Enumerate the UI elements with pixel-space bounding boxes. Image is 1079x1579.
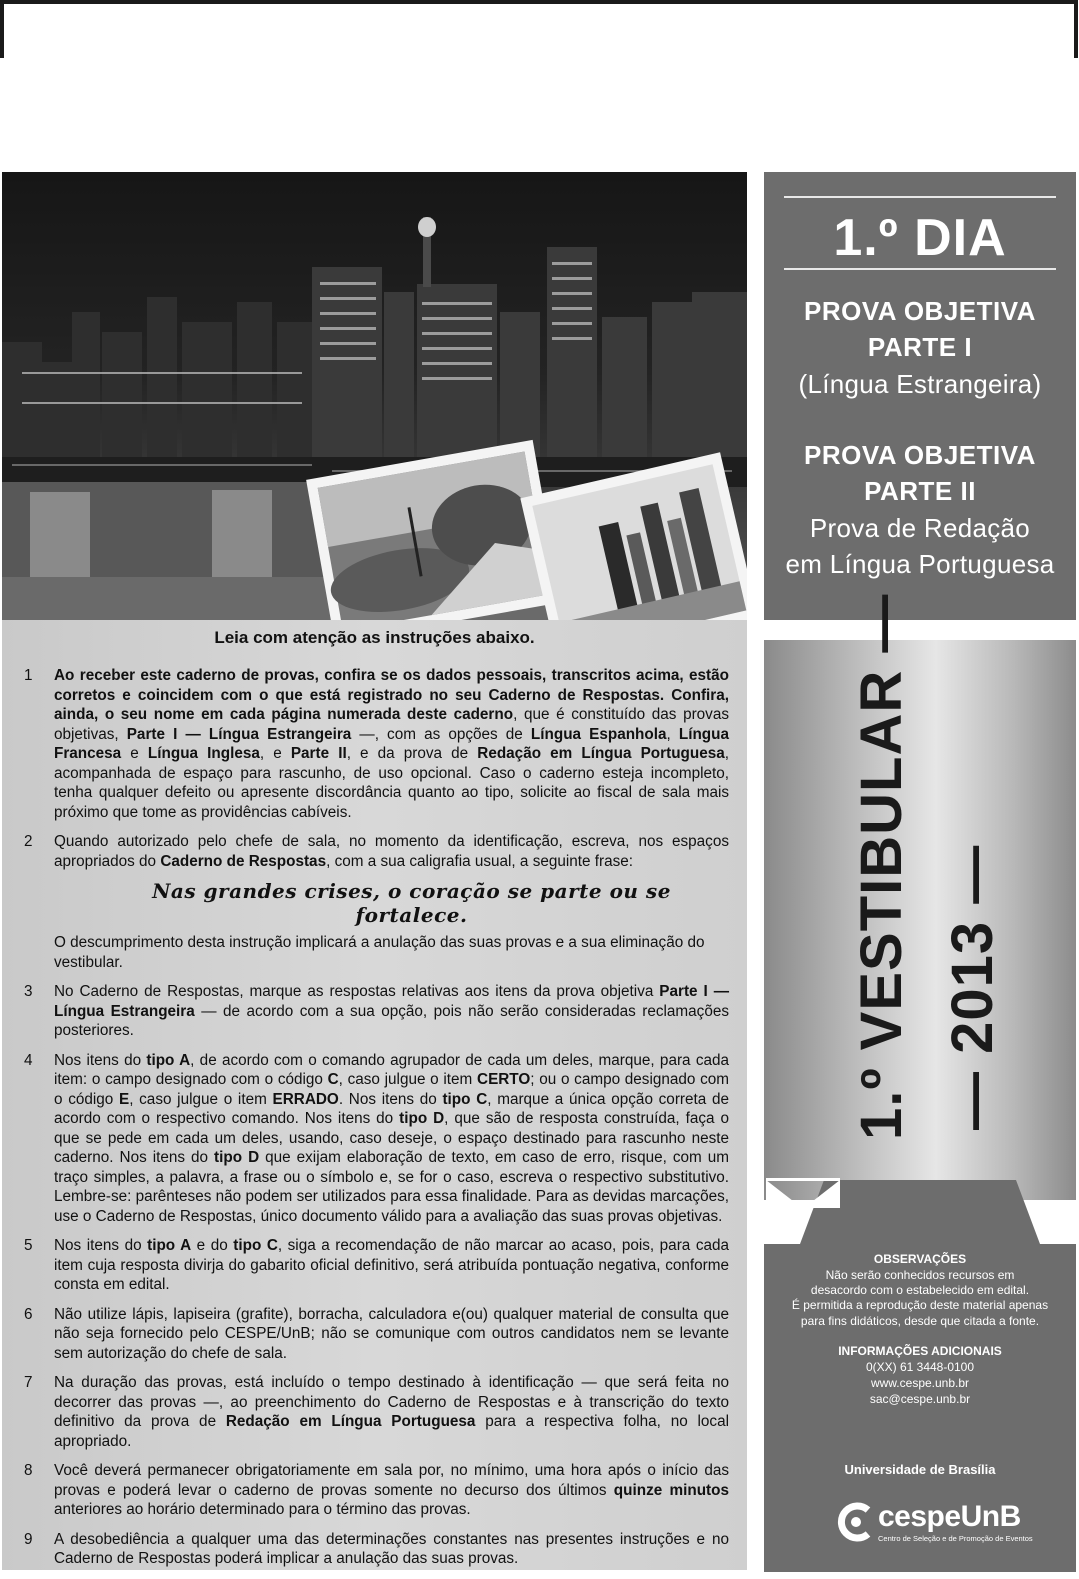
item-text: No Caderno de Respostas, marque as respostas relativas aos itens da prova objetiva Parte I — Língua Estrangeira — de acordo com a sua opção, pois não serão consideradas reclamações posteriores. xyxy=(54,983,729,1039)
instruction-item xyxy=(24,832,729,871)
unb-logo-icon xyxy=(764,1178,842,1212)
item-text: Você deverá permanecer obrigatoriamente em sala por, no mínimo, uma hora após o início das provas e poderá levar o caderno de provas somente no decurso dos últimos quinze minutos anteriores ao horário determinado para o término das provas. xyxy=(54,1462,729,1518)
item-text: Quando autorizado pelo chefe de sala, no momento da identificação, escreva, nos espaços apropriados do Caderno de Respostas, com a sua caligrafia usual, a seguinte frase: xyxy=(54,833,729,870)
item-text: Ao receber este caderno de provas, confira se os dados pessoais, transcritos acima, estão corretos e coincidem com o que está registrado no seu Caderno de Respostas. Confira, ainda, o seu nome em cada página numerada deste caderno, que é constituído das provas objetivas, Parte I — Língua Estrangeira —, com as opções de Língua Espanhola, Língua Francesa e Língua Inglesa, e Parte II, e da prova de Redação em Língua Portuguesa, acompanhada de espaço para rascunho, de uso opcional. Caso o caderno esteja incompleto, tenha qualquer defeito ou apresente discordância quanto ao tipo, solicite ao fiscal de sala mais próximo que tome as providências cabíveis. xyxy=(54,667,729,821)
vestibular-banner xyxy=(764,593,1076,1200)
observations-title: OBSERVAÇÕES xyxy=(873,1252,967,1266)
item-number: 4 xyxy=(24,1051,33,1069)
instruction-item xyxy=(24,1236,729,1295)
instructions-title: Leia com atenção as instruções abaixo. xyxy=(214,628,535,647)
instruction-item xyxy=(24,1461,729,1520)
item-text: A desobediência a qualquer uma das determinações constantes nas presentes instruções e no Caderno de Respostas poderá implicar a anulação das suas provas. xyxy=(54,1530,729,1567)
observation-line: desacordo com o estabelecido em edital. xyxy=(810,1283,1030,1297)
info-phone: 0(XX) 61 3448-0100 xyxy=(865,1360,975,1374)
info-title: INFORMAÇÕES ADICIONAIS xyxy=(838,1344,1002,1358)
item-text: O descumprimento desta instrução implicará a anulação das suas provas e a sua eliminação do vestibular. xyxy=(54,934,705,971)
item-number: 2 xyxy=(24,833,33,850)
instruction-item xyxy=(24,1530,729,1569)
instruction-item xyxy=(24,982,729,1041)
right-border xyxy=(1074,0,1078,58)
top-border xyxy=(0,0,1078,4)
exam-info-panel xyxy=(764,172,1076,620)
item-number: 1 xyxy=(24,667,33,684)
observation-line: Não serão conhecidos recursos em xyxy=(825,1268,1015,1282)
divider xyxy=(784,268,1056,270)
part1-title: PROVA OBJETIVA xyxy=(804,296,1036,326)
item-text: Na duração das provas, está incluído o tempo destinado à identificação — que será feita no decorrer das provas —, ao preenchimento do Caderno de Respostas e à transcrição do texto definitivo da prova de Redação em Língua Portuguesa para a respectiva folha, no local apropriado. xyxy=(54,1374,729,1450)
observation-line: para fins didáticos, desde que citada a fonte. xyxy=(800,1314,1040,1328)
item-number: 5 xyxy=(24,1237,33,1254)
instruction-item xyxy=(24,1305,729,1364)
cespe-logo xyxy=(834,1498,1074,1548)
item-number: 9 xyxy=(24,1530,33,1548)
cespe-wordmark: cespeUnB xyxy=(878,1500,1021,1533)
handwriting-phrase: Nas grandes crises, o coração se parte ou se fortalece. xyxy=(152,879,671,927)
observation-line: É permitida a reprodução deste material apenas xyxy=(791,1298,1049,1312)
info-site: www.cespe.unb.br xyxy=(870,1376,970,1390)
instructions-panel xyxy=(2,620,747,1570)
item-text: Nos itens do tipo A, de acordo com o comando agrupador de cada um deles, marque, para cada item: o campo designado com o código C, caso julgue o item CERTO; ou o campo designado com o código E, caso julgue o item ERRADO. Nos itens do tipo C, marque a única opção correta de acordo com o respectivo comando. Nos itens do tipo D, que são de resposta construída, faça o que se pede em cada um deles, usando, caso deseje, o espaço destinado para rascunho neste caderno. Nos itens do tipo D que exijam elaboração de texto, em caso de erro, risque, com um traço simples, a palavra, a frase ou o símbolo e, se for o caso, escreva o respectivo substitutivo. Lembre-se: parênteses não podem ser utilizados para essa finalidade. Para as devidas marcações, use o Caderno de Respostas, único documento válido para a avaliação das suas provas objetivas. xyxy=(54,1051,730,1225)
cespe-logo-icon xyxy=(834,1502,874,1542)
instruction-item xyxy=(24,1051,729,1227)
exam-day: 1.º DIA xyxy=(833,209,1007,267)
item-number: 6 xyxy=(24,1305,33,1323)
instruction-item xyxy=(24,1373,729,1451)
vestibular-year: — 2013 — xyxy=(940,844,1005,1130)
observations-panel xyxy=(764,1178,1076,1572)
part1-subtitle: PARTE I xyxy=(867,332,973,362)
left-border xyxy=(0,0,4,58)
instruction-item xyxy=(24,666,729,822)
item-number: 7 xyxy=(24,1374,33,1391)
part2-subtitle: PARTE II xyxy=(864,476,976,506)
item-number: 3 xyxy=(24,983,33,1000)
item-number: 8 xyxy=(24,1462,33,1479)
university-name: Universidade de Brasília xyxy=(844,1462,996,1477)
city-skyline-image xyxy=(2,172,747,620)
instructions-list xyxy=(24,666,729,1579)
vestibular-title: 1.º VESTIBULAR — xyxy=(849,593,914,1140)
part1-description: (Língua Estrangeira) xyxy=(798,369,1042,399)
part2-description: em Língua Portuguesa xyxy=(785,549,1055,579)
item-text: Não utilize lápis, lapiseira (grafite), borracha, calculadora e(ou) qualquer material de consulta que não seja fornecido pelo CESPE/UnB; não se comunique com outros candidatos nem se levante sem autorização do chefe de sala. xyxy=(54,1305,729,1362)
info-email: sac@cespe.unb.br xyxy=(869,1392,971,1406)
cover-photo-collage xyxy=(2,172,747,620)
cespe-subtitle: Centro de Seleção e de Promoção de Eventos xyxy=(878,1534,1033,1543)
divider xyxy=(784,196,1056,198)
part2-description: Prova de Redação xyxy=(809,513,1031,543)
item-text: Nos itens do tipo A e do tipo C, siga a recomendação de não marcar ao acaso, pois, para cada item cuja resposta divirja do gabarito oficial definitivo, será atribuída pontuação negativa, conforme consta em edital. xyxy=(54,1237,729,1293)
part2-title: PROVA OBJETIVA xyxy=(804,440,1036,470)
